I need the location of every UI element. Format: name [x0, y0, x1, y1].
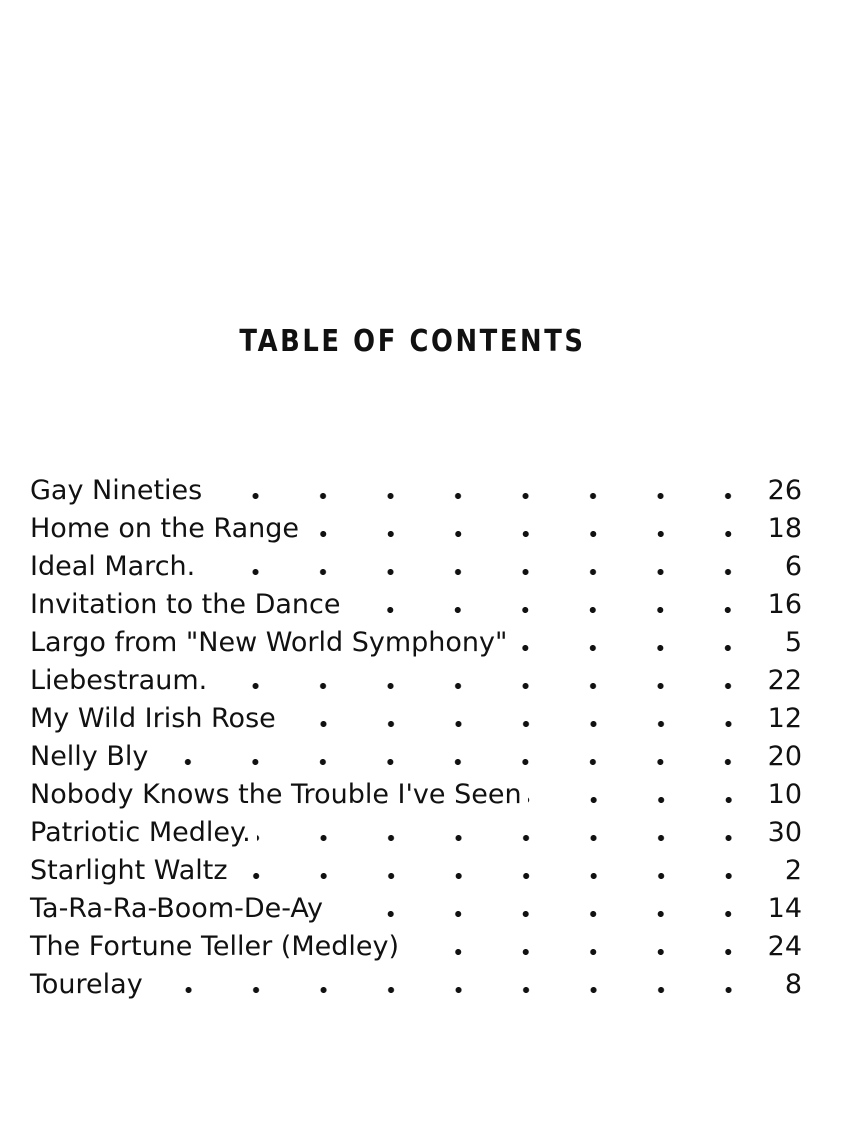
- toc-entry: [30, 890, 802, 928]
- toc-entry: [30, 586, 802, 624]
- toc-page-number: 16: [767, 589, 802, 620]
- toc-entry-title: Patriotic Medley.: [30, 814, 257, 852]
- toc-page-number: 18: [767, 513, 802, 544]
- dot-leader: [528, 776, 762, 814]
- toc-page-number: 22: [767, 665, 802, 696]
- dot-leader: [513, 624, 762, 662]
- toc-entry-title: Home on the Range: [30, 510, 305, 548]
- toc-entry: [30, 662, 802, 700]
- toc-page-number: 30: [767, 817, 802, 848]
- toc-entry-title: Nelly Bly: [30, 738, 154, 776]
- toc-entry-title: Liebestraum.: [30, 662, 213, 700]
- toc-entry-title: Nobody Knows the Trouble I've Seen: [30, 776, 528, 814]
- toc-entry: [30, 928, 802, 966]
- page-title: TABLE OF CONTENTS: [239, 324, 586, 359]
- toc-page-number: 5: [784, 627, 802, 658]
- toc-page-number: 24: [767, 931, 802, 962]
- dot-leader: [154, 738, 762, 776]
- table-of-contents: [30, 472, 802, 1004]
- toc-page-number: 26: [767, 475, 802, 506]
- dot-leader: [208, 472, 762, 510]
- toc-entry-title: Starlight Waltz: [30, 852, 234, 890]
- toc-page-number: 10: [767, 779, 802, 810]
- dot-leader: [346, 586, 762, 624]
- dot-leader: [329, 890, 762, 928]
- toc-entry-title: The Fortune Teller (Medley): [30, 928, 405, 966]
- dot-leader: [305, 510, 762, 548]
- toc-entry: [30, 814, 802, 852]
- toc-page-number: 8: [784, 969, 802, 1000]
- toc-entry-title: Gay Nineties: [30, 472, 208, 510]
- toc-entry: [30, 776, 802, 814]
- dot-leader: [405, 928, 762, 966]
- toc-entry-title: Ideal March.: [30, 548, 201, 586]
- toc-entry: [30, 548, 802, 586]
- toc-entry: [30, 510, 802, 548]
- toc-entry: [30, 700, 802, 738]
- dot-leader: [213, 662, 762, 700]
- dot-leader: [282, 700, 762, 738]
- toc-entry: [30, 472, 802, 510]
- toc-page-number: 12: [767, 703, 802, 734]
- dot-leader: [149, 966, 762, 1004]
- toc-page-number: 14: [767, 893, 802, 924]
- toc-page-number: 6: [784, 551, 802, 582]
- dot-leader: [234, 852, 762, 890]
- dot-leader: [201, 548, 762, 586]
- toc-entry: [30, 966, 802, 1004]
- toc-page-number: 2: [784, 855, 802, 886]
- toc-entry: [30, 852, 802, 890]
- toc-entry: [30, 738, 802, 776]
- toc-entry: [30, 624, 802, 662]
- toc-entry-title: My Wild Irish Rose: [30, 700, 282, 738]
- dot-leader: [257, 814, 762, 852]
- toc-entry-title: Largo from "New World Symphony": [30, 624, 513, 662]
- toc-entry-title: Ta-Ra-Ra-Boom-De-Ay: [30, 890, 329, 928]
- toc-entry-title: Invitation to the Dance: [30, 586, 346, 624]
- toc-page-number: 20: [767, 741, 802, 772]
- toc-entry-title: Tourelay: [30, 966, 149, 1004]
